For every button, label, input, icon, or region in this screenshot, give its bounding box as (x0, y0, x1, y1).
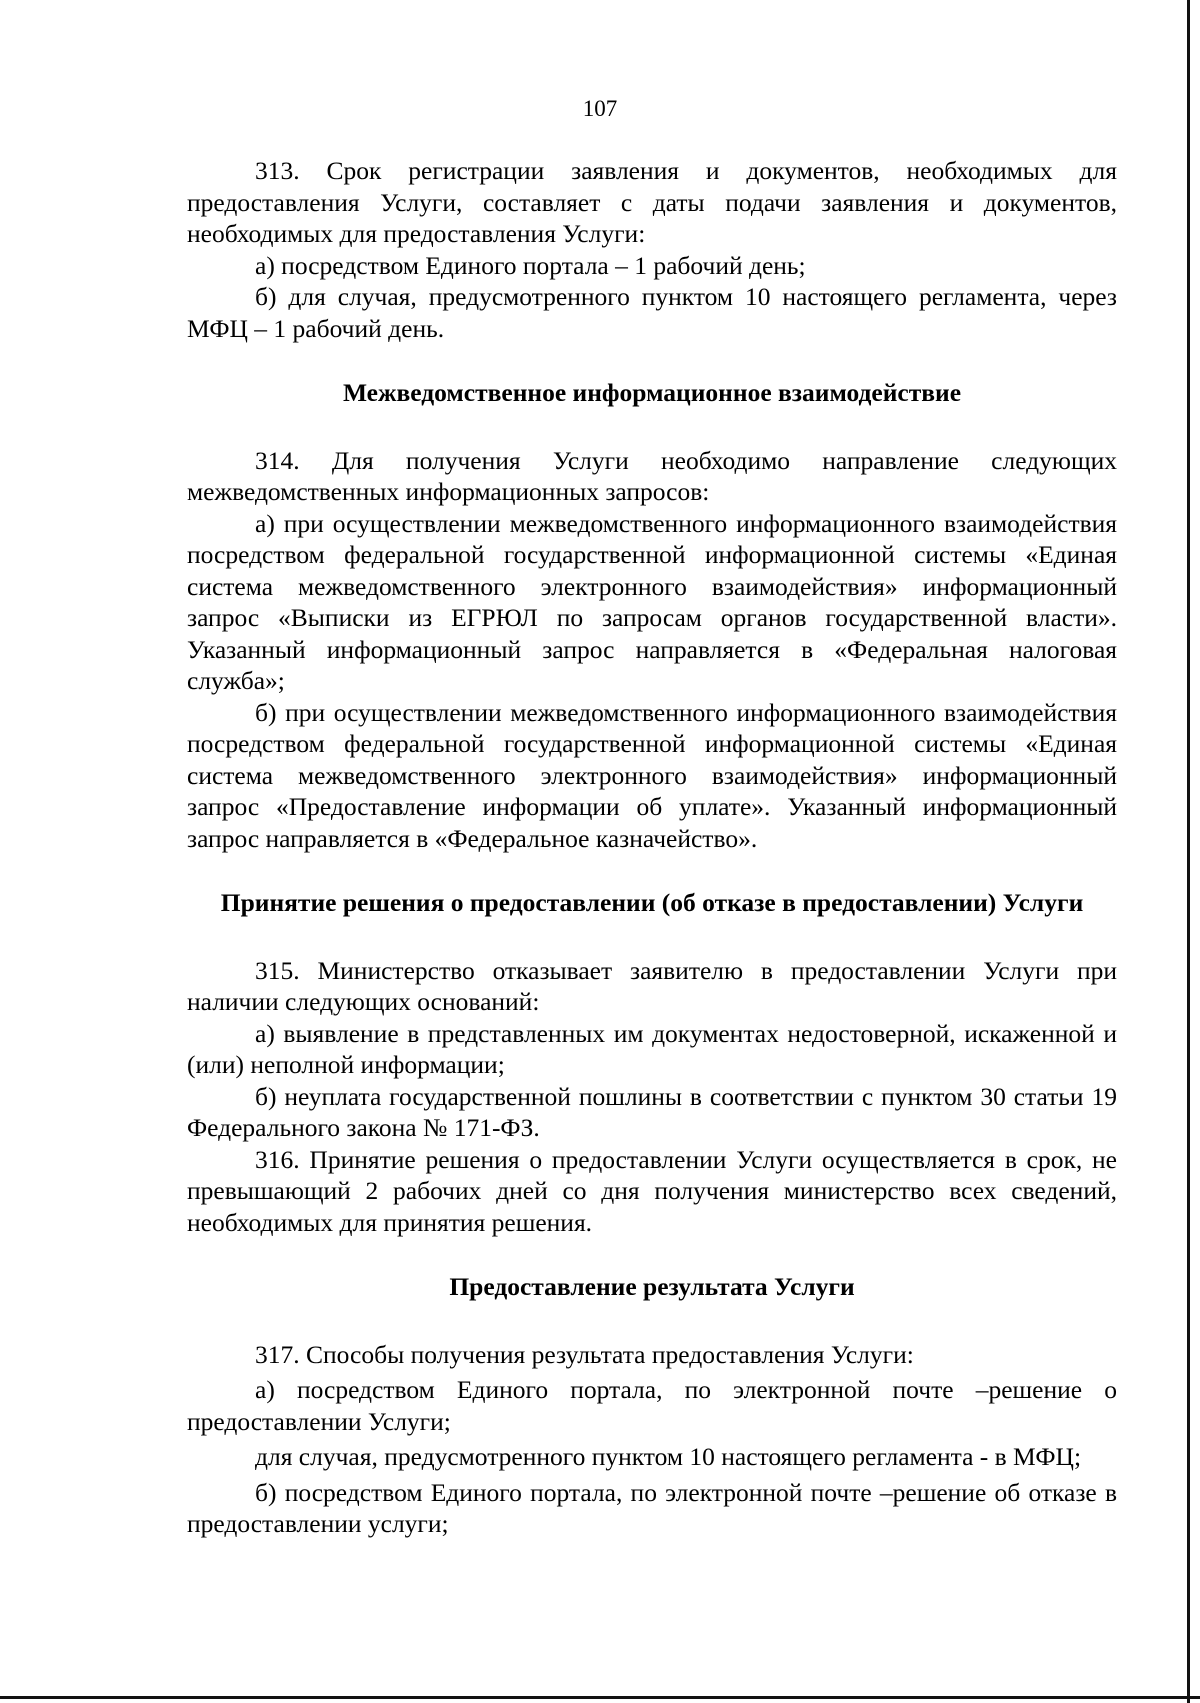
paragraph-317-a: а) посредством Единого портала, по электронной почте –решение о предоставлении Услуги; (187, 1375, 1117, 1436)
scan-edge-right (1187, 0, 1190, 1703)
section-heading-interagency: Межведомственное информационное взаимодействие (342, 378, 962, 407)
paragraph-313-b: б) для случая, предусмотренного пунктом 10 настоящего регламента, через МФЦ – 1 рабочий день. (187, 282, 1117, 343)
paragraph-316: 316. Принятие решения о предоставлении Услуги осуществляется в срок, не превышающий 2 рабочих дней со дня получения министерство всех сведений, необходимых для принятия решения. (187, 1144, 1117, 1237)
paragraph-315-a: а) выявление в представленных им документах недостоверной, искаженной и (или) неполной информации; (187, 1018, 1117, 1079)
paragraph-314-b: б) при осуществлении межведомственного информационного взаимодействия посредством федеральной государственной информационной системы «Единая система межведомственного электронного взаимодействия» информационный запрос «Предоставление информации об уплате». Указанный информационный запрос направляется в «Федеральное казначейство». (187, 697, 1117, 853)
paragraph-315: 315. Министерство отказывает заявителю в предоставлении Услуги при наличии следующих оснований: (187, 955, 1117, 1016)
paragraph-317: 317. Способы получения результата предоставления Услуги: (255, 1339, 914, 1369)
paragraph-314-a: а) при осуществлении межведомственного информационного взаимодействия посредством федеральной государственной информационной системы «Единая система межведомственного электронного взаимодействия» информационный запрос «Выписки из ЕГРЮЛ по запросам органов государственной власти». Указанный информационный запрос направляется в «Федеральная налоговая служба»; (187, 508, 1117, 695)
section-heading-result: Предоставление результата Услуги (449, 1272, 855, 1301)
paragraph-313-a: а) посредством Единого портала – 1 рабочий день; (255, 250, 806, 280)
scan-edge-bottom (0, 1696, 1200, 1699)
paragraph-317-mfc: для случая, предусмотренного пунктом 10 настоящего регламента - в МФЦ; (255, 1442, 1082, 1471)
section-heading-decision: Принятие решения о предоставлении (об отказе в предоставлении) Услуги (220, 888, 1084, 917)
document-body (187, 155, 1117, 1544)
paragraph-315-b: б) неуплата государственной пошлины в соответствии с пунктом 30 статьи 19 Федерального закона № 171-ФЗ. (187, 1081, 1117, 1142)
paragraph-317-b: б) посредством Единого портала, по электронной почте –решение об отказе в предоставлении услуги; (187, 1477, 1117, 1538)
page-number: 107 (582, 96, 618, 121)
paragraph-314: 314. Для получения Услуги необходимо направление следующих межведомственных информационных запросов: (187, 445, 1117, 506)
paragraph-313: 313. Срок регистрации заявления и документов, необходимых для предоставления Услуги, составляет с даты подачи заявления и документов, необходимых для предоставления Услуги: (187, 156, 1117, 248)
